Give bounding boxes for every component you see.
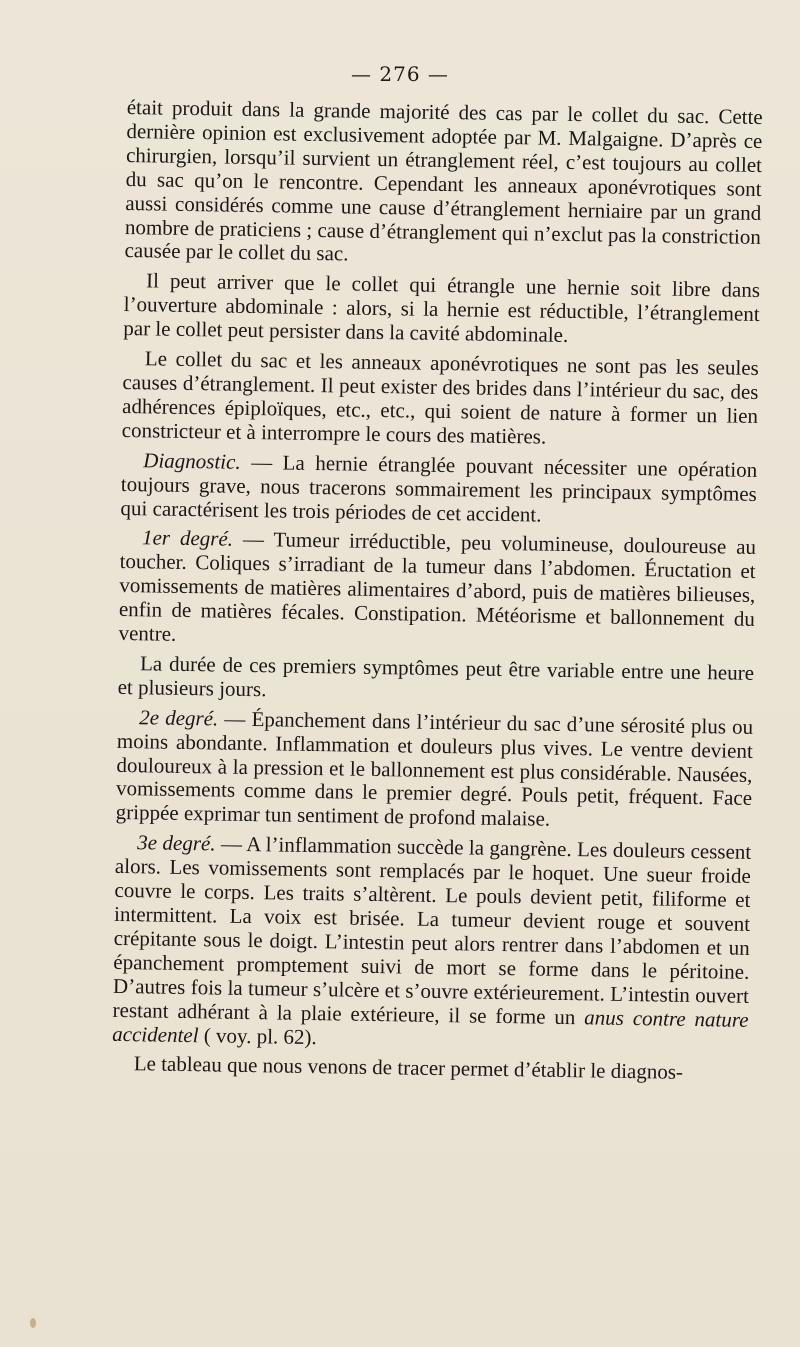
paragraph-text: Le tableau que nous venons de tracer permet d’établir le diagnos- <box>133 1051 684 1085</box>
section-lead: Diagnostic. <box>143 447 241 474</box>
paragraph-closing <box>112 1052 748 1086</box>
paragraph-text: — La hernie étranglée pouvant nécessiter une opération toujours grave, nous tracerons sommairement les principaux symptômes qui caractérisent les trois périodes de cet accident. <box>120 449 758 527</box>
figure-reference: ( voy. pl. 62). <box>198 1022 317 1049</box>
section-lead: 2e degré. <box>139 705 219 731</box>
paragraph-text: était produit dans la grande majorité des cas par le collet du sac. Cette dernière opinion est exclusivement adoptée par M. Malgaigne. D’après ce chirurgien, lorsqu’il survient un étranglement réel, c’est toujours au collet du sac qu’on le rencontre. Cependant les anneaux aponévrotiques sont aussi considérés comme une cause d’étranglement herniaire par un grand nombre de praticiens ; cause d’étranglement qui n’exclut pas la constriction causée par le collet du sac. <box>124 95 763 266</box>
paragraph-text: — Épanchement dans l’intérieur du sac d’une sérosité plus ou moins abondante. Inflammation et douleurs plus vives. Le ventre devient douloureux à la pression et le ballonnement est plus considérable. Nausées, vomissements comme dans le premier degré. Pouls petit, fréquent. Face grippée exprimar tun sentiment de profond malaise. <box>115 706 754 832</box>
section-lead: 1er degré. <box>141 525 234 552</box>
paragraph-first-degree <box>118 526 756 656</box>
paragraph-text: — A l’inflammation succède la gangrène. Les douleurs cessent alors. Les vomissements sont remplacés par le hoquet. Une sueur froide couvre le corps. Les traits s’altèrent. Le pouls devient petit, filiforme et intermittent. La voix est brisée. La tumeur devient rouge et souvent crépitante sous le doigt. L’intestin peut alors rentrer dans l’abdomen et un épanchement promptement suivi de mort se forme dans le péritoine. D’autres fois la tumeur s’ulcère et s’ouvre extérieurement. L’intestin ouvert restant adhérant à la plaie extérieure, il se forme un <box>112 831 752 1029</box>
paragraph-text: La durée de ces premiers symptômes peut être variable entre une heure et plusieurs jours. <box>117 651 755 702</box>
paragraph-duration <box>118 652 755 710</box>
section-lead: 3e degré. <box>137 830 216 856</box>
paragraph-text: Le collet du sac et les anneaux aponévrotiques ne sont pas les seules causes d’étranglement. Il peut exister des brides dans l’intérieur du sac, des adhérences épiploïques, etc., etc., qui soient de nature à former un lien constricteur et à interrompre le cours des matières. <box>121 346 759 449</box>
paragraph-second-degree <box>116 706 754 836</box>
paragraph-diagnostic <box>120 449 757 531</box>
paragraph-2 <box>123 269 760 351</box>
paragraph-3 <box>122 347 759 453</box>
paragraph-third-degree <box>112 831 751 1056</box>
paper-stain <box>30 1318 36 1328</box>
body-text <box>112 96 763 1086</box>
paragraph-1 <box>124 96 763 273</box>
paragraph-text: Il peut arriver que le collet qui étrangle une hernie soit libre dans l’ouverture abdominale : alors, si la hernie est réductible, l’étranglement par le collet peut persister dans la cavité abdominale. <box>123 268 761 348</box>
page-number: — 276 — <box>351 62 449 86</box>
italic-term: anus contre nature accidentel <box>112 1004 749 1047</box>
paragraph-text: — Tumeur irréductible, peu volumineuse, douloureuse au toucher. Coliques s’irradiant de la tumeur dans l’abdomen. Éructation et vomissements de matières alimentaires d’abord, puis de matières bilieuses, enfin de matières fécales. Constipation. Météorisme et ballonnement du ventre. <box>118 527 757 646</box>
